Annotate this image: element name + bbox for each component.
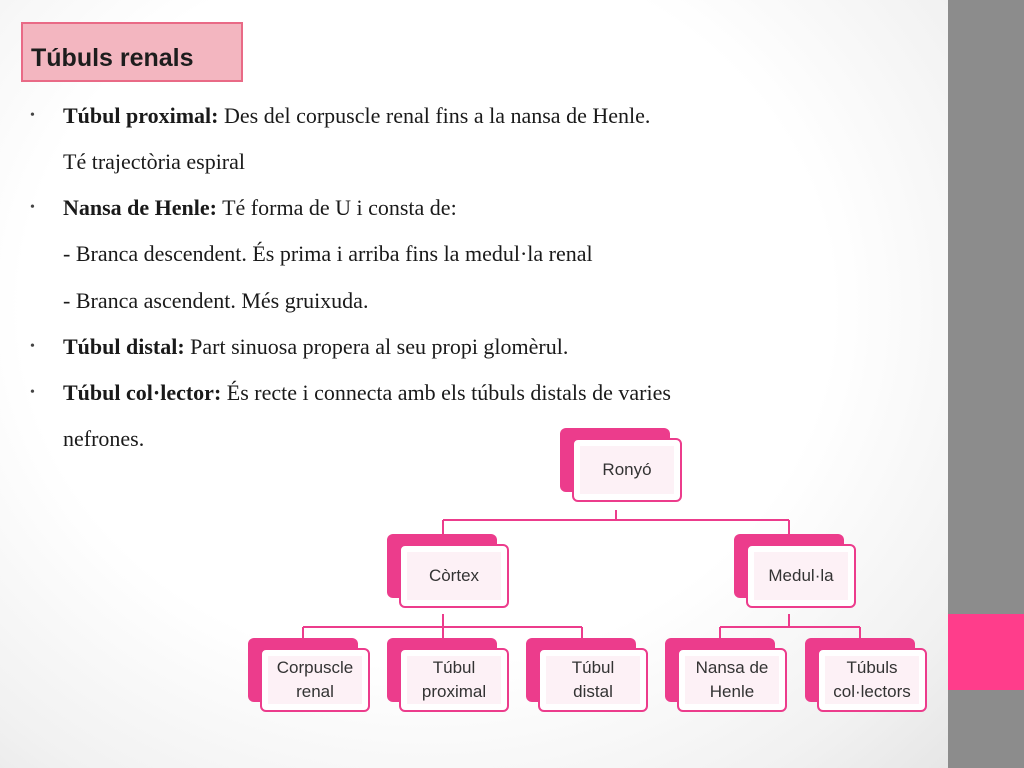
bullet-line: Nansa de Henle: Té forma de U i consta de: — [63, 195, 457, 220]
bullet-line: - Branca descendent. És prima i arriba fins la medul·la renal — [63, 241, 593, 266]
bullet-line: Té trajectòria espiral — [63, 149, 246, 174]
node-label: Túbul distal — [546, 656, 640, 704]
node-label: Corpuscle renal — [268, 656, 362, 704]
bullet-line: Túbul distal: Part sinuosa propera al seu propi glomèrul. — [63, 334, 569, 359]
node-label: Ronyó — [580, 446, 674, 494]
node-label: Túbuls col·lectors — [825, 656, 919, 704]
node-label: Nansa de Henle — [685, 656, 779, 704]
bullet-dot: • — [30, 200, 35, 215]
side-accent — [948, 614, 1024, 690]
bullet-dot: • — [30, 339, 35, 354]
bullet-dot: • — [30, 108, 35, 123]
node-label: Túbul proximal — [407, 656, 501, 704]
bullet-line: Túbul col·lector: És recte i connecta amb els túbuls distals de varies — [63, 380, 671, 405]
bullet-line: - Branca ascendent. Més gruixuda. — [63, 288, 369, 313]
bullet-line: nefrones. — [63, 426, 145, 451]
bullet-line: Túbul proximal: Des del corpuscle renal fins a la nansa de Henle. — [63, 103, 651, 128]
node-label: Còrtex — [407, 552, 501, 600]
bullet-dot: • — [30, 385, 35, 400]
slide-title: Túbuls renals — [31, 44, 194, 72]
node-label: Medul·la — [754, 552, 848, 600]
